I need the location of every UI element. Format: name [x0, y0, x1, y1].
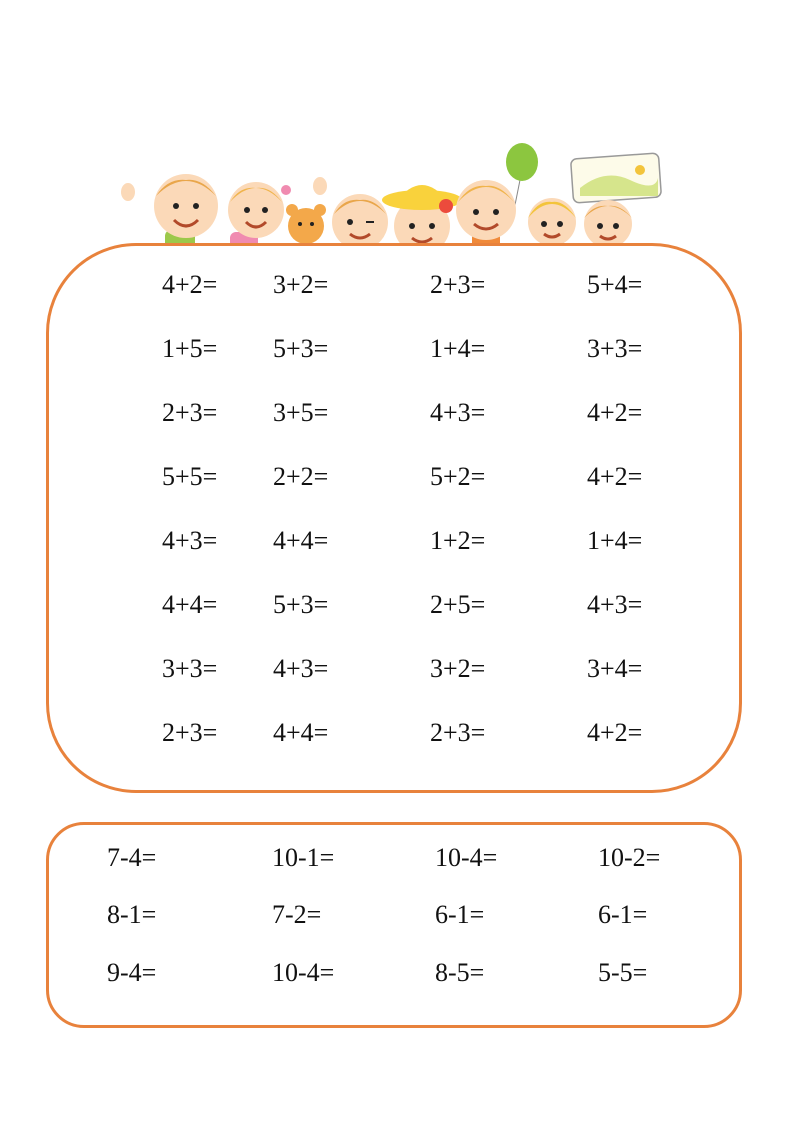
kids-peeking-illustration — [110, 140, 670, 260]
addition-problem: 1+5= — [162, 334, 218, 363]
addition-problem: 4+4= — [273, 526, 329, 555]
addition-problem: 3+3= — [587, 334, 643, 363]
addition-problem: 2+3= — [430, 270, 486, 299]
addition-problem: 2+3= — [162, 718, 218, 747]
subtraction-problem: 5-5= — [598, 958, 648, 987]
kid-face-icon — [584, 200, 632, 248]
addition-problem: 2+5= — [430, 590, 486, 619]
subtraction-problem: 6-1= — [598, 900, 648, 929]
addition-problem: 4+2= — [162, 270, 218, 299]
picture-sign-icon — [571, 153, 662, 203]
addition-panel — [46, 243, 742, 793]
addition-problem: 4+2= — [587, 718, 643, 747]
subtraction-problem: 8-1= — [107, 900, 157, 929]
addition-problem: 3+4= — [587, 654, 643, 683]
addition-problem: 4+3= — [587, 590, 643, 619]
teddy-bear-icon — [286, 204, 326, 244]
addition-problem: 3+2= — [430, 654, 486, 683]
addition-problem: 2+3= — [430, 718, 486, 747]
addition-problem: 5+5= — [162, 462, 218, 491]
addition-problem: 4+2= — [587, 462, 643, 491]
addition-problem: 3+3= — [162, 654, 218, 683]
kid-face-icon — [528, 198, 576, 246]
addition-problem: 4+4= — [273, 718, 329, 747]
addition-problem: 1+4= — [587, 526, 643, 555]
kid-face-icon — [228, 182, 291, 238]
addition-problem: 5+3= — [273, 334, 329, 363]
addition-problem: 1+4= — [430, 334, 486, 363]
addition-problem: 4+3= — [430, 398, 486, 427]
addition-problem: 4+3= — [273, 654, 329, 683]
addition-problem: 4+2= — [587, 398, 643, 427]
kid-face-icon — [456, 180, 516, 240]
addition-problem: 2+3= — [162, 398, 218, 427]
subtraction-problem: 10-4= — [435, 843, 498, 872]
kid-face-icon — [154, 174, 218, 238]
subtraction-problem: 9-4= — [107, 958, 157, 987]
addition-problem: 5+4= — [587, 270, 643, 299]
subtraction-problem: 7-4= — [107, 843, 157, 872]
addition-problem: 1+2= — [430, 526, 486, 555]
addition-problem: 2+2= — [273, 462, 329, 491]
addition-problem: 5+3= — [273, 590, 329, 619]
addition-problem: 4+3= — [162, 526, 218, 555]
subtraction-problem: 10-4= — [272, 958, 335, 987]
addition-problem: 4+4= — [162, 590, 218, 619]
subtraction-problem: 6-1= — [435, 900, 485, 929]
hand-icon — [313, 177, 327, 195]
subtraction-problem: 10-2= — [598, 843, 661, 872]
subtraction-problem: 7-2= — [272, 900, 322, 929]
addition-problem: 3+5= — [273, 398, 329, 427]
subtraction-problem: 10-1= — [272, 843, 335, 872]
addition-problem: 3+2= — [273, 270, 329, 299]
hand-icon — [121, 183, 135, 201]
addition-problem: 5+2= — [430, 462, 486, 491]
subtraction-problem: 8-5= — [435, 958, 485, 987]
kid-face-icon — [332, 194, 388, 250]
